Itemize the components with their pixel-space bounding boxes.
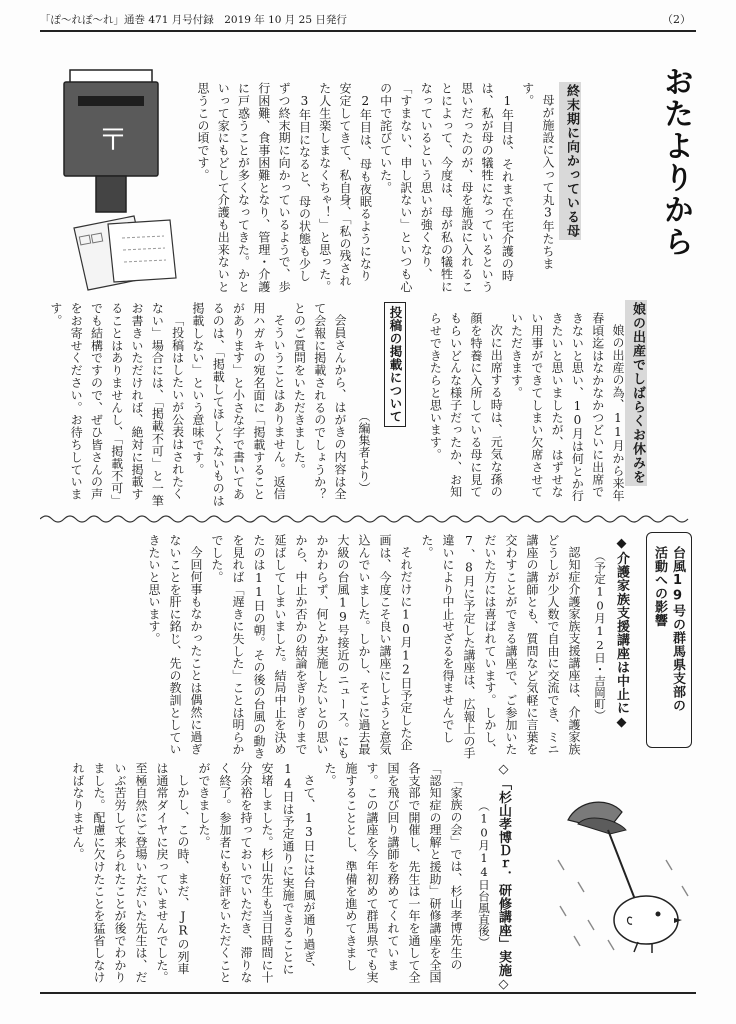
article5-paragraph: しかし、この時、まだ、JRの列車は通常ダイヤに戻っていませんでした。至極自然にご登場いただいた先生は、だいぶ苦労して来られたことが後でわかりました。配慮に欠けたことを猛省しなければなりません。 <box>71 762 190 984</box>
article5-paragraph: さて、13日には台風が通り過ぎ、14日は予定通りに実施できることに安堵しました。杉山先生も当日時間に十分余裕を持っておいでいただき、滞りなく終了。参加者にも好評をいただくことができました。 <box>197 762 316 984</box>
article2-paragraph: 母が施設に入って丸3年たちます。 <box>520 82 555 270</box>
article3-heading: 投稿の掲載について <box>384 302 406 427</box>
postal-mark: 〒 <box>98 123 128 158</box>
article4-paragraph: 今回何事もなかったことは偶然に過ぎないことを肝に銘じ、先の教訓としていきたいと思います。 <box>147 534 203 756</box>
article3-paragraph: 会員さんから、はがきの内容は全て会報に掲載されるのでしょうか？とのご質問をいただきました。 <box>292 302 347 501</box>
article1-paragraph: 娘の出産の為、11月から来年春頃迄はなかなかつどいに出席できないと思い、10月は何とか行きたいと思いましたが、はずせない用事ができてしまい欠席させていただきます。 <box>509 312 625 502</box>
article2-paragraph: 3年目になると、母の状態も少しずつ終末期に向かっているようで、歩行困難、食事困難となり、管理・介護に戸惑うことが多くなってきた。かといって家にもどして介護も出来ないと思うこの頃です。 <box>195 82 312 293</box>
article2-paragraph: 2年目は、母も夜眠るようになり安定してきて、私自身、「私の残された人生楽しまなくちゃ！」と思った。 <box>317 82 373 293</box>
article4-paragraph: 認知症介護家族支援講座は、介護家族どうしが少人数で自由に交流でき、ミニ講座の講師とも、質問など気軽に言葉を交わすことができる講座で、ご参加いただいた方には喜ばれています。しかし、7、8月に予定した講座は、広報上の手違いにより中止せざるを得ませんでした。 <box>420 534 581 760</box>
umbrella-bird-icon <box>548 790 698 960</box>
article3-byline: （編集者より） <box>357 410 371 494</box>
page-title: おたよりから <box>658 66 693 258</box>
newsletter-info: 「ぽ〜れぽ〜れ」通巻 471 月号付録 2019 年 10 月 25 日発行 <box>40 14 347 26</box>
article3-paragraph: そういうことはありません。返信用ハガキの宛名面に「掲載することがあります」と小さな字で書いてあるのは、「掲載してほしくないものは掲載しない」という意味です。 <box>190 302 287 507</box>
article1-heading: 娘の出産でしばらくお休みを <box>625 300 647 486</box>
article4-subheading: （予定10月12日・吉岡町） <box>593 550 607 721</box>
article1-body <box>428 312 628 508</box>
typhoon-title-line2: 活動への影響 <box>652 546 667 627</box>
header-rule <box>40 30 696 32</box>
article5-heading: ◇「杉山孝博Ｄｒ．研修講座」実施◇ <box>496 762 511 993</box>
article3-paragraph: 「投稿はしたいが公表はされたくない」場合には、「掲載不可」と一筆お書きいただければ、絶対に掲載することはありませんし、「掲載不可」でも結構ですので、ぜひ皆さんの声をお寄せください。お待ちしています。 <box>48 302 185 507</box>
article2-heading: 終末期に向かっている母 <box>559 82 581 240</box>
article5-subheading: （10月14日台風直後） <box>477 800 491 948</box>
article5-body <box>71 762 466 986</box>
page-number: （2） <box>662 13 691 26</box>
article4-heading: ◆介護家族支援講座は中止に◆ <box>614 536 629 731</box>
footer-rule <box>40 992 696 994</box>
article4-body <box>64 534 584 762</box>
article5-paragraph: 「家族の会」では、杉山孝博先生の「認知症の理解と援助」研修講座を全国各支部で開催し、先生は一年を通して全国を飛び回り講師を務めてくれています。この講座を今年初めて群馬県でも実施することとし、準備を進めてきました。 <box>323 762 463 984</box>
postcards-icon <box>74 216 176 290</box>
article2-body <box>196 82 558 294</box>
article2-paragraph: 1年目は、それまで在宅介護の時は、私が母の犠牲になっているという思いだったのが、母を施設に入れることによって、今度は、母が私の犠牲になっているという思いが強くなり、「すまない、申し訳ない」といつも心の中で詫びていた。 <box>378 82 515 293</box>
section-divider <box>40 512 696 526</box>
mailbox-icon <box>60 68 185 298</box>
article1-paragraph: 次に出席する時は、元気な孫の顔を特養に入所している母に見てもらいどんな様子だったか、お知らせできたらと思います。 <box>428 312 504 498</box>
typhoon-title-line1: 台風19号の群馬県支部の <box>670 546 685 712</box>
article4-paragraph: それだけに10月12日予定した企画は、今度こそ良い講座にしようと意気込んでいました。しかし、そこに過去最大級の台風19号接近のニュース。にもかかわらず、何とか実施したいとの思いから、中止か否かの結論をぎりぎりまで延ばしてしまいました。結局中止を決めたのは11日の朝。その後の台風の動きを見れば「遅きに失した」ことは明らかでした。 <box>210 534 413 760</box>
article3-body <box>50 302 350 508</box>
